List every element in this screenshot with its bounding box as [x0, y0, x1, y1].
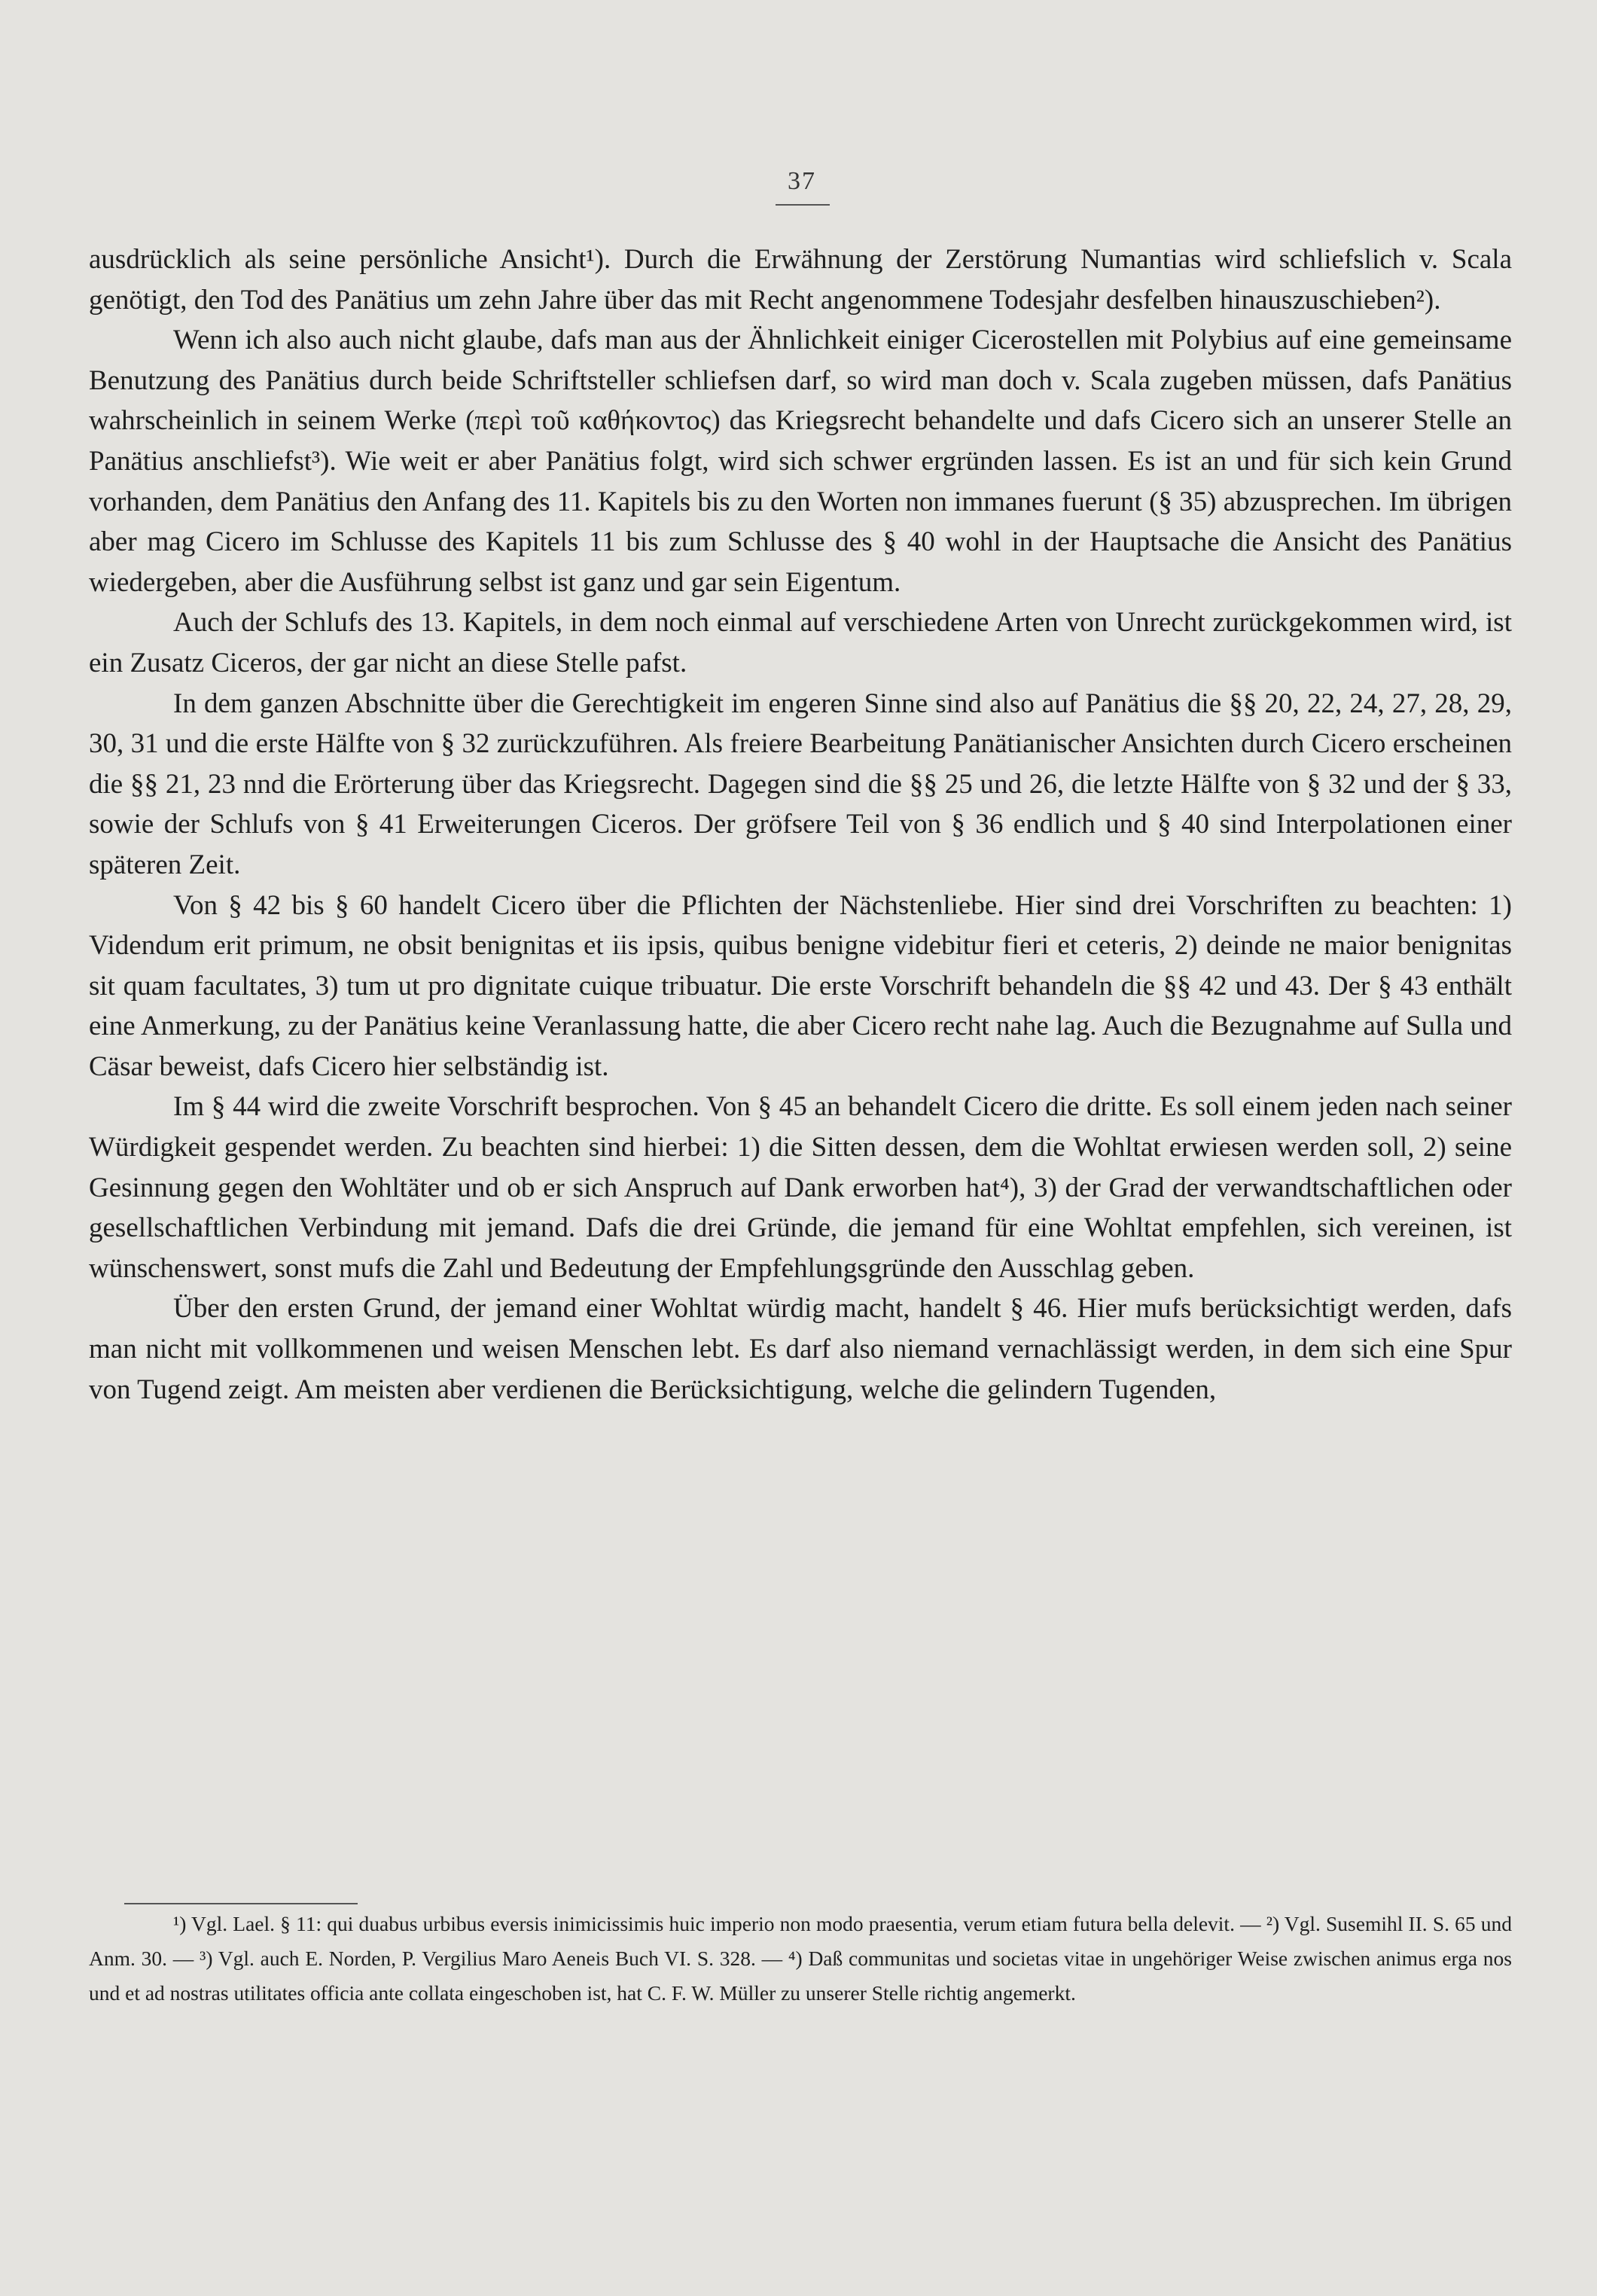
paragraph: ausdrücklich als seine persönliche Ansicht¹). Durch die Erwähnung der Zerstörung Numantias wird schliefslich v. Scala genötigt, den Tod des Panätius um zehn Jahre über das mit Recht angenommene Todesjahr desfelben hinauszuschieben²). — [89, 244, 1512, 316]
paragraph: Im § 44 wird die zweite Vorschrift besprochen. Von § 45 an behandelt Cicero die dritte. Es soll einem jeden nach seiner Würdigkeit gespendet werden. Zu beachten sind hierbei: 1) die Sitten dessen, dem die Wohltat erwiesen werden soll, 2) seine Gesinnung gegen den Wohltäter und ob er sich Anspruch auf Dank erworben hat⁴), 3) der Grad der verwandtschaftlichen oder gesellschaftlichen Verbindung mit jemand. Dafs die drei Gründe, die jemand für eine Wohltat empfehlen, sich vereinen, ist wünschenswert, sonst mufs die Zahl und Bedeutung der Empfehlungsgründe den Ausschlag geben. — [89, 1091, 1512, 1284]
paragraph: Von § 42 bis § 60 handelt Cicero über die Pflichten der Nächstenliebe. Hier sind drei Vorschriften zu beachten: 1) Videndum erit primum, ne obsit benignitas et iis ipsis, quibus benigne videbitur fieri et ceteris, 2) deinde ne maior benignitas sit quam facultates, 3) tum ut pro dignitate cuique tribuatur. Die erste Vorschrift behandeln die §§ 42 und 43. Der § 43 enthält eine Anmerkung, zu der Panätius keine Veranlassung hatte, die aber Cicero recht nahe lag. Auch die Bezugnahme auf Sulla und Cäsar beweist, dafs Cicero hier selbständig ist. — [89, 889, 1512, 1082]
footnote-rule — [124, 1903, 358, 1904]
paragraph: Auch der Schlufs des 13. Kapitels, in dem noch einmal auf verschiedene Arten von Unrecht zurückgekommen wird, ist ein Zusatz Ciceros, der gar nicht an diese Stelle pafst. — [89, 607, 1512, 678]
page-number: 37 — [788, 167, 816, 195]
page-number-rule — [776, 204, 830, 206]
paragraph: Wenn ich also auch nicht glaube, dafs man aus der Ähnlichkeit einiger Cicerostellen mit Polybius auf eine gemeinsame Benutzung des Panätius durch beide Schriftsteller schliefsen darf, so wird man doch v. Scala zugeben müssen, dafs Panätius wahrscheinlich in seinem Werke (περὶ τοῦ καθήκοντος) das Kriegsrecht behandelte und dafs Cicero sich an unserer Stelle an Panätius anschliefst³). Wie weit er aber Panätius folgt, wird sich schwer ergründen lassen. Es ist an und für sich kein Grund vorhanden, dem Panätius den Anfang des 11. Kapitels bis zu den Worten non immanes fuerunt (§ 35) abzusprechen. Im übrigen aber mag Cicero im Schlusse des Kapitels 11 bis zum Schlusse des § 40 wohl in der Hauptsache die Ansicht des Panätius wiedergeben, aber die Ausführung selbst ist ganz und gar sein Eigentum. — [89, 325, 1512, 598]
paragraph: In dem ganzen Abschnitte über die Gerechtigkeit im engeren Sinne sind also auf Panätius die §§ 20, 22, 24, 27, 28, 29, 30, 31 und die erste Hälfte von § 32 zurückzuführen. Als freiere Bearbeitung Panätianischer Ansichten durch Cicero erscheinen die §§ 21, 23 nnd die Erörterung über das Kriegsrecht. Dagegen sind die §§ 25 und 26, die letzte Hälfte von § 32 und der § 33, sowie der Schlufs von § 41 Erweiterungen Ciceros. Der gröfsere Teil von § 36 endlich und § 40 sind Interpolationen einer späteren Zeit. — [89, 688, 1512, 880]
footnotes — [89, 1907, 1512, 2011]
paragraph: Über den ersten Grund, der jemand einer Wohltat würdig macht, handelt § 46. Hier mufs berücksichtigt werden, dafs man nicht mit vollkommenen und weisen Menschen lebt. Es darf also niemand vernachlässigt werden, in dem sich eine Spur von Tugend zeigt. Am meisten aber verdienen die Berücksichtigung, welche die gelindern Tugenden, — [89, 1293, 1512, 1405]
footnote-text: ¹) Vgl. Lael. § 11: qui duabus urbibus eversis inimicissimis huic imperio non modo praesentia, verum etiam futura bella delevit. — ²) Vgl. Susemihl II. S. 65 und Anm. 30. — ³) Vgl. auch E. Norden, P. Vergilius Maro Aeneis Buch VI. S. 328. — ⁴) Daß communitas und societas vitae in ungehöriger Weise zwischen animus erga nos und et ad nostras utilitates officia ante collata eingeschoben ist, hat C. F. W. Müller zu unserer Stelle richtig angemerkt. — [89, 1912, 1512, 2005]
body-text — [89, 239, 1512, 1410]
